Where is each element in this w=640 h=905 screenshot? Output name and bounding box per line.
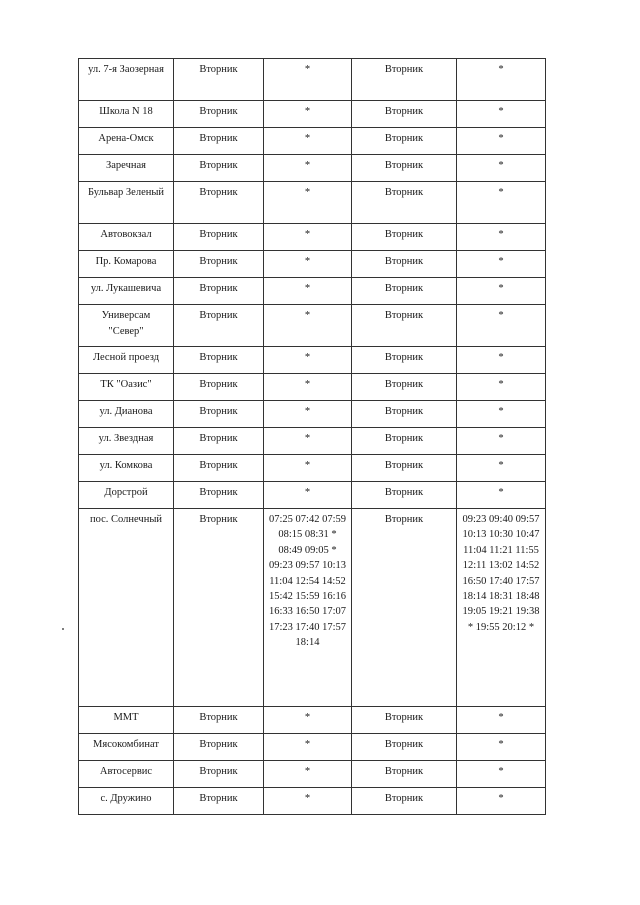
times-cell-direction-2: * (457, 251, 546, 278)
day-cell-direction-1: Вторник (174, 182, 264, 224)
times-cell-direction-2: * (457, 734, 546, 761)
table-row (79, 482, 546, 509)
day-cell-direction-1: Вторник (174, 788, 264, 815)
times-cell-direction-1: * (264, 428, 352, 455)
stop-name-cell: с. Дружино (79, 788, 174, 815)
day-cell-direction-2: Вторник (352, 707, 457, 734)
table-row (79, 707, 546, 734)
schedule-table-body (79, 59, 546, 815)
times-cell-direction-1: * (264, 401, 352, 428)
stop-name-cell: Лесной проезд (79, 347, 174, 374)
times-cell-direction-2: * (457, 707, 546, 734)
day-cell-direction-2: Вторник (352, 347, 457, 374)
times-cell-direction-1: * (264, 347, 352, 374)
times-cell-direction-2: * (457, 788, 546, 815)
day-cell-direction-2: Вторник (352, 455, 457, 482)
times-cell-direction-2: * (457, 278, 546, 305)
table-row (79, 455, 546, 482)
day-cell-direction-2: Вторник (352, 374, 457, 401)
times-cell-direction-1: * (264, 761, 352, 788)
times-cell-direction-1: * (264, 182, 352, 224)
table-row (79, 278, 546, 305)
day-cell-direction-2: Вторник (352, 734, 457, 761)
day-cell-direction-1: Вторник (174, 224, 264, 251)
times-cell-direction-1: * (264, 305, 352, 347)
times-cell-direction-1: * (264, 734, 352, 761)
stop-name-cell: Школа N 18 (79, 101, 174, 128)
times-cell-direction-2: * (457, 482, 546, 509)
day-cell-direction-1: Вторник (174, 374, 264, 401)
day-cell-direction-2: Вторник (352, 509, 457, 707)
day-cell-direction-2: Вторник (352, 788, 457, 815)
stop-name-cell: ул. Комкова (79, 455, 174, 482)
times-cell-direction-2: * (457, 428, 546, 455)
table-row (79, 734, 546, 761)
day-cell-direction-2: Вторник (352, 305, 457, 347)
table-row (79, 155, 546, 182)
table-row (79, 305, 546, 347)
stop-name-cell: ул. Звездная (79, 428, 174, 455)
table-row (79, 59, 546, 101)
times-cell-direction-2: 09:23 09:40 09:57 10:13 10:30 10:47 11:04 11:21 11:55 12:11 13:02 14:52 16:50 17:40 17:57 18:14 18:31 18:48 19:05 19:21 19:38 * 19:55 20:12 * (457, 509, 546, 707)
stop-name-cell: Дорстрой (79, 482, 174, 509)
stop-name-cell: Автосервис (79, 761, 174, 788)
times-cell-direction-2: * (457, 101, 546, 128)
day-cell-direction-1: Вторник (174, 347, 264, 374)
times-cell-direction-2: * (457, 761, 546, 788)
day-cell-direction-2: Вторник (352, 155, 457, 182)
times-cell-direction-2: * (457, 455, 546, 482)
times-cell-direction-2: * (457, 401, 546, 428)
stop-name-cell: пос. Солнечный (79, 509, 174, 707)
day-cell-direction-2: Вторник (352, 128, 457, 155)
day-cell-direction-1: Вторник (174, 251, 264, 278)
schedule-table (78, 58, 546, 815)
table-row (79, 128, 546, 155)
day-cell-direction-2: Вторник (352, 761, 457, 788)
times-cell-direction-1: * (264, 59, 352, 101)
times-cell-direction-2: * (457, 59, 546, 101)
day-cell-direction-1: Вторник (174, 482, 264, 509)
day-cell-direction-2: Вторник (352, 182, 457, 224)
table-row (79, 182, 546, 224)
day-cell-direction-2: Вторник (352, 224, 457, 251)
times-cell-direction-1: * (264, 128, 352, 155)
table-row (79, 374, 546, 401)
day-cell-direction-1: Вторник (174, 278, 264, 305)
times-cell-direction-1: * (264, 251, 352, 278)
day-cell-direction-1: Вторник (174, 428, 264, 455)
day-cell-direction-1: Вторник (174, 455, 264, 482)
times-cell-direction-1: * (264, 374, 352, 401)
times-cell-direction-1: * (264, 455, 352, 482)
times-cell-direction-1: * (264, 788, 352, 815)
stop-name-cell: Мясокомбинат (79, 734, 174, 761)
times-cell-direction-2: * (457, 305, 546, 347)
table-row (79, 401, 546, 428)
stop-name-cell: Пр. Комарова (79, 251, 174, 278)
table-row (79, 224, 546, 251)
times-cell-direction-2: * (457, 128, 546, 155)
table-row (79, 509, 546, 707)
day-cell-direction-2: Вторник (352, 59, 457, 101)
table-row (79, 761, 546, 788)
stop-name-cell: ул. Лукашевича (79, 278, 174, 305)
times-cell-direction-2: * (457, 374, 546, 401)
stop-name-cell: Бульвар Зеленый (79, 182, 174, 224)
table-row (79, 347, 546, 374)
stop-name-cell: Автовокзал (79, 224, 174, 251)
times-cell-direction-1: 07:25 07:42 07:59 08:15 08:31 * 08:49 09:05 * 09:23 09:57 10:13 11:04 12:54 14:52 15:42 15:59 16:16 16:33 16:50 17:07 17:23 17:40 17:57 18:14 (264, 509, 352, 707)
times-cell-direction-1: * (264, 278, 352, 305)
day-cell-direction-1: Вторник (174, 761, 264, 788)
day-cell-direction-2: Вторник (352, 278, 457, 305)
times-cell-direction-1: * (264, 482, 352, 509)
day-cell-direction-1: Вторник (174, 734, 264, 761)
times-cell-direction-2: * (457, 155, 546, 182)
day-cell-direction-1: Вторник (174, 101, 264, 128)
table-row (79, 428, 546, 455)
scan-speck (62, 628, 64, 630)
day-cell-direction-1: Вторник (174, 509, 264, 707)
stop-name-cell: Арена-Омск (79, 128, 174, 155)
stop-name-cell: Заречная (79, 155, 174, 182)
day-cell-direction-2: Вторник (352, 101, 457, 128)
times-cell-direction-1: * (264, 707, 352, 734)
table-row (79, 251, 546, 278)
times-cell-direction-1: * (264, 155, 352, 182)
times-cell-direction-2: * (457, 224, 546, 251)
day-cell-direction-1: Вторник (174, 59, 264, 101)
day-cell-direction-2: Вторник (352, 251, 457, 278)
day-cell-direction-2: Вторник (352, 428, 457, 455)
times-cell-direction-2: * (457, 182, 546, 224)
table-row (79, 101, 546, 128)
day-cell-direction-2: Вторник (352, 401, 457, 428)
table-row (79, 788, 546, 815)
day-cell-direction-1: Вторник (174, 707, 264, 734)
stop-name-cell: ул. 7-я Заозерная (79, 59, 174, 101)
stop-name-cell: ТК "Оазис" (79, 374, 174, 401)
day-cell-direction-1: Вторник (174, 155, 264, 182)
stop-name-cell: Универсам "Север" (79, 305, 174, 347)
stop-name-cell: ММТ (79, 707, 174, 734)
times-cell-direction-1: * (264, 224, 352, 251)
times-cell-direction-2: * (457, 347, 546, 374)
day-cell-direction-2: Вторник (352, 482, 457, 509)
day-cell-direction-1: Вторник (174, 401, 264, 428)
day-cell-direction-1: Вторник (174, 128, 264, 155)
times-cell-direction-1: * (264, 101, 352, 128)
day-cell-direction-1: Вторник (174, 305, 264, 347)
stop-name-cell: ул. Дианова (79, 401, 174, 428)
